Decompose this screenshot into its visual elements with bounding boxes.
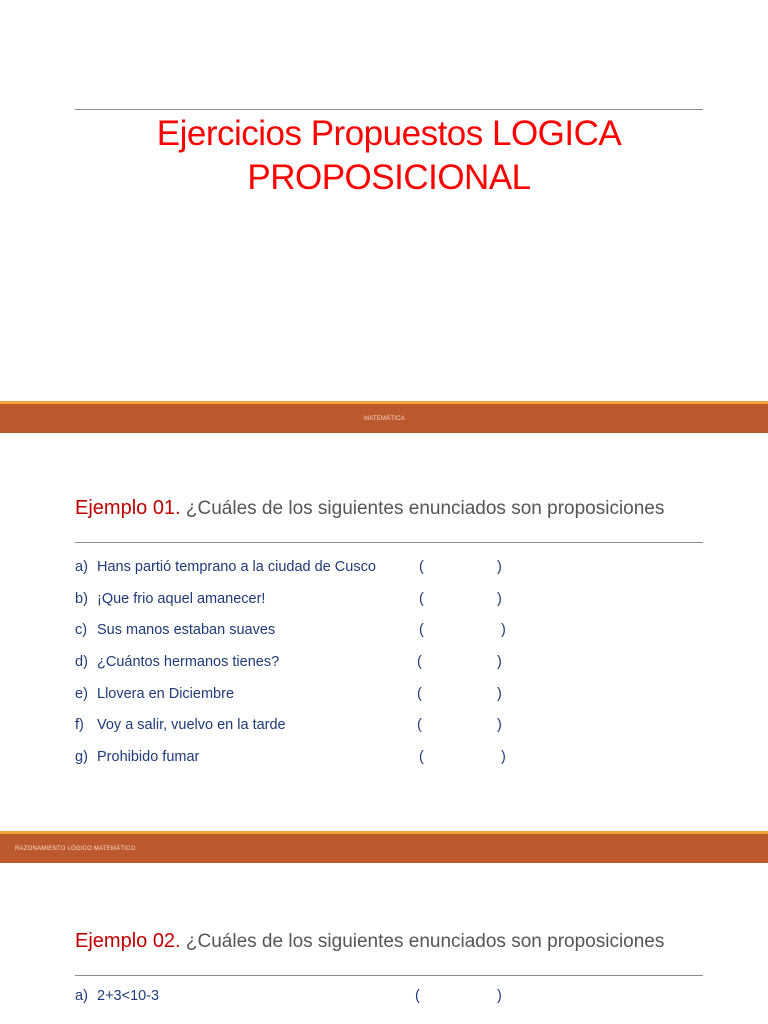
answer-open-paren: ( [417, 717, 422, 734]
list-item [75, 988, 502, 1020]
example-question: ¿Cuáles de los siguientes enunciados son proposiciones [180, 498, 665, 519]
example-label: Ejemplo 01. [75, 497, 181, 519]
answer-close-paren: ) [497, 685, 502, 702]
answer-open-paren: ( [417, 654, 422, 671]
list-item [75, 685, 502, 718]
item-letter: e) [75, 685, 88, 702]
item-letter: f) [75, 717, 84, 734]
example-question: ¿Cuáles de los siguientes enunciados son proposiciones [180, 931, 665, 952]
example-heading [75, 930, 664, 953]
slide-title [75, 112, 703, 200]
footer-text-1: MATEMÁTICA [364, 416, 405, 422]
item-text: Hans partió temprano a la ciudad de Cusco [97, 559, 376, 575]
answer-close-paren: ) [497, 590, 502, 607]
answer-open-paren: ( [419, 559, 424, 575]
answer-close-paren: ) [501, 749, 506, 766]
item-text: Sus manos estaban suaves [97, 622, 276, 639]
item-text: ¡Que frio aquel amanecer! [97, 590, 266, 607]
item-text: ¿Cuántos hermanos tienes? [97, 654, 280, 671]
item-text: 2+3<10-3 [97, 988, 160, 1004]
footer-text-2: RAZONAMIENTO LÓGICO MATEMÁTICO [15, 846, 136, 852]
item-letter: a) [75, 559, 88, 575]
item-letter: c) [75, 622, 88, 639]
item-text: Voy a salir, vuelvo en la tarde [97, 717, 286, 734]
slide-title-line-2: PROPOSICIONAL [247, 158, 531, 197]
example-heading [75, 497, 664, 520]
answer-close-paren: ) [501, 622, 506, 639]
footer-band-2 [0, 831, 768, 863]
answer-close-paren: ) [497, 988, 502, 1004]
item-letter: d) [75, 654, 88, 671]
list-item [75, 717, 502, 749]
item-letter: a) [75, 988, 88, 1004]
list-item [75, 590, 502, 623]
heading-rule [75, 975, 703, 976]
item-letter: g) [75, 749, 88, 766]
item-text: Llovera en Diciembre [97, 685, 235, 702]
answer-close-paren: ) [497, 717, 502, 734]
answer-close-paren: ) [497, 559, 502, 575]
statement-list [75, 988, 502, 1020]
answer-open-paren: ( [415, 988, 420, 1004]
answer-open-paren: ( [419, 622, 424, 639]
item-letter: b) [75, 590, 88, 607]
answer-close-paren: ) [497, 654, 502, 671]
footer-band-1 [0, 401, 768, 433]
statement-list [75, 559, 506, 781]
title-rule [75, 109, 703, 110]
answer-open-paren: ( [419, 749, 424, 766]
slide-title-line-1: Ejercicios Propuestos LOGICA [156, 114, 622, 153]
answer-open-paren: ( [417, 685, 422, 702]
heading-rule [75, 542, 703, 543]
slide-1 [0, 0, 768, 433]
slide-3 [0, 866, 768, 1024]
example-label: Ejemplo 02. [75, 930, 181, 952]
list-item [75, 622, 506, 654]
answer-open-paren: ( [419, 590, 424, 607]
item-text: Prohibido fumar [97, 749, 200, 766]
list-item [75, 749, 506, 781]
list-item [75, 654, 502, 686]
list-item [75, 559, 502, 591]
slide-2 [0, 433, 768, 866]
